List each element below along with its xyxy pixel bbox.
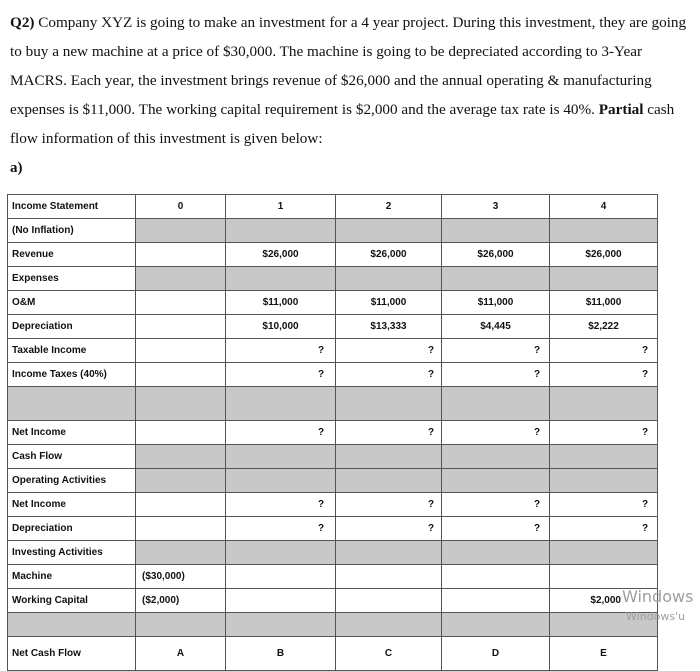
cell: ? [336, 493, 442, 517]
cash-flow-table [7, 194, 658, 671]
om-row [8, 291, 658, 315]
cell [136, 493, 226, 517]
cell: $26,000 [550, 243, 658, 267]
cell: $13,333 [336, 315, 442, 339]
cell: $26,000 [442, 243, 550, 267]
cell: ? [442, 493, 550, 517]
row-label: Revenue [8, 243, 136, 267]
cell [550, 565, 658, 589]
cell: ? [226, 517, 336, 541]
cell [136, 421, 226, 445]
cell: $2,222 [550, 315, 658, 339]
spacer-row-2 [8, 613, 658, 637]
cell: ? [336, 517, 442, 541]
cell [136, 315, 226, 339]
working-capital-row [8, 589, 658, 613]
cell: ? [226, 339, 336, 363]
cell: ? [336, 363, 442, 387]
cell: C [336, 637, 442, 671]
cell: A [136, 637, 226, 671]
cell: ? [226, 421, 336, 445]
no-inflation-row [8, 219, 658, 243]
cell: ? [442, 517, 550, 541]
cell [136, 243, 226, 267]
cell [336, 589, 442, 613]
cell: $11,000 [550, 291, 658, 315]
problem-text-2: cash flow information of this investment is given below: [10, 101, 675, 147]
cell [442, 565, 550, 589]
cell: $26,000 [336, 243, 442, 267]
cash-flow-row [8, 445, 658, 469]
cell: ? [442, 363, 550, 387]
cell: ? [442, 421, 550, 445]
watermark-line-1: Windows [622, 587, 694, 606]
cell: $26,000 [226, 243, 336, 267]
header-label: Income Statement [8, 195, 136, 219]
cell: ? [550, 421, 658, 445]
cell: D [442, 637, 550, 671]
row-label: Taxable Income [8, 339, 136, 363]
row-label: Net Cash Flow [8, 637, 136, 671]
cell: ($30,000) [136, 565, 226, 589]
cf-depreciation-row [8, 517, 658, 541]
watermark-line-2: Windows'u [626, 610, 686, 623]
cell: ($2,000) [136, 589, 226, 613]
row-label: Net Income [8, 421, 136, 445]
cell: $2,000 [550, 589, 658, 613]
problem-bold-word: Partial [598, 101, 644, 118]
net-income-row [8, 421, 658, 445]
machine-row [8, 565, 658, 589]
cf-net-income-row [8, 493, 658, 517]
row-label: Working Capital [8, 589, 136, 613]
cell: ? [336, 421, 442, 445]
cell: $4,445 [442, 315, 550, 339]
header-year-2: 2 [336, 195, 442, 219]
row-label: Investing Activities [8, 541, 136, 565]
row-label: Income Taxes (40%) [8, 363, 136, 387]
cell: $11,000 [336, 291, 442, 315]
cell: ? [226, 493, 336, 517]
cell: ? [550, 363, 658, 387]
row-label: O&M [8, 291, 136, 315]
row-label: Operating Activities [8, 469, 136, 493]
cell [136, 363, 226, 387]
cell: ? [442, 339, 550, 363]
revenue-row [8, 243, 658, 267]
cell: $11,000 [442, 291, 550, 315]
cell: ? [550, 517, 658, 541]
header-row [8, 195, 658, 219]
row-label: Depreciation [8, 517, 136, 541]
operating-activities-row [8, 469, 658, 493]
cell: ? [550, 493, 658, 517]
spacer-row [8, 387, 658, 421]
cell [226, 589, 336, 613]
problem-statement [10, 8, 690, 153]
cell: $11,000 [226, 291, 336, 315]
header-year-4: 4 [550, 195, 658, 219]
row-label: Machine [8, 565, 136, 589]
cell [336, 565, 442, 589]
cell [136, 339, 226, 363]
row-label: Cash Flow [8, 445, 136, 469]
investing-activities-row [8, 541, 658, 565]
cell: ? [336, 339, 442, 363]
part-label: a) [10, 160, 23, 176]
net-cash-flow-row [8, 637, 658, 671]
depreciation-row [8, 315, 658, 339]
cell: E [550, 637, 658, 671]
header-year-3: 3 [442, 195, 550, 219]
cell: ? [226, 363, 336, 387]
cell [136, 291, 226, 315]
row-label: (No Inflation) [8, 219, 136, 243]
header-year-1: 1 [226, 195, 336, 219]
cell [442, 589, 550, 613]
header-year-0: 0 [136, 195, 226, 219]
row-label: Net Income [8, 493, 136, 517]
cell: $10,000 [226, 315, 336, 339]
row-label: Expenses [8, 267, 136, 291]
cell [226, 565, 336, 589]
expenses-row [8, 267, 658, 291]
cell: B [226, 637, 336, 671]
income-taxes-row [8, 363, 658, 387]
taxable-income-row [8, 339, 658, 363]
row-label: Depreciation [8, 315, 136, 339]
cell [136, 517, 226, 541]
problem-text-1: Company XYZ is going to make an investment for a 4 year project. During this investment, they are going to buy a new machine at a price of $30,000. The machine is going to be depreciated according to 3-Year MACRS. Each year, the investment brings revenue of $26,000 and the annual operating & manufacturing expenses is $11,000. The working capital requirement is $2,000 and the average tax rate is 40%. [10, 14, 687, 118]
question-number: Q2) [10, 14, 35, 31]
cell: ? [550, 339, 658, 363]
